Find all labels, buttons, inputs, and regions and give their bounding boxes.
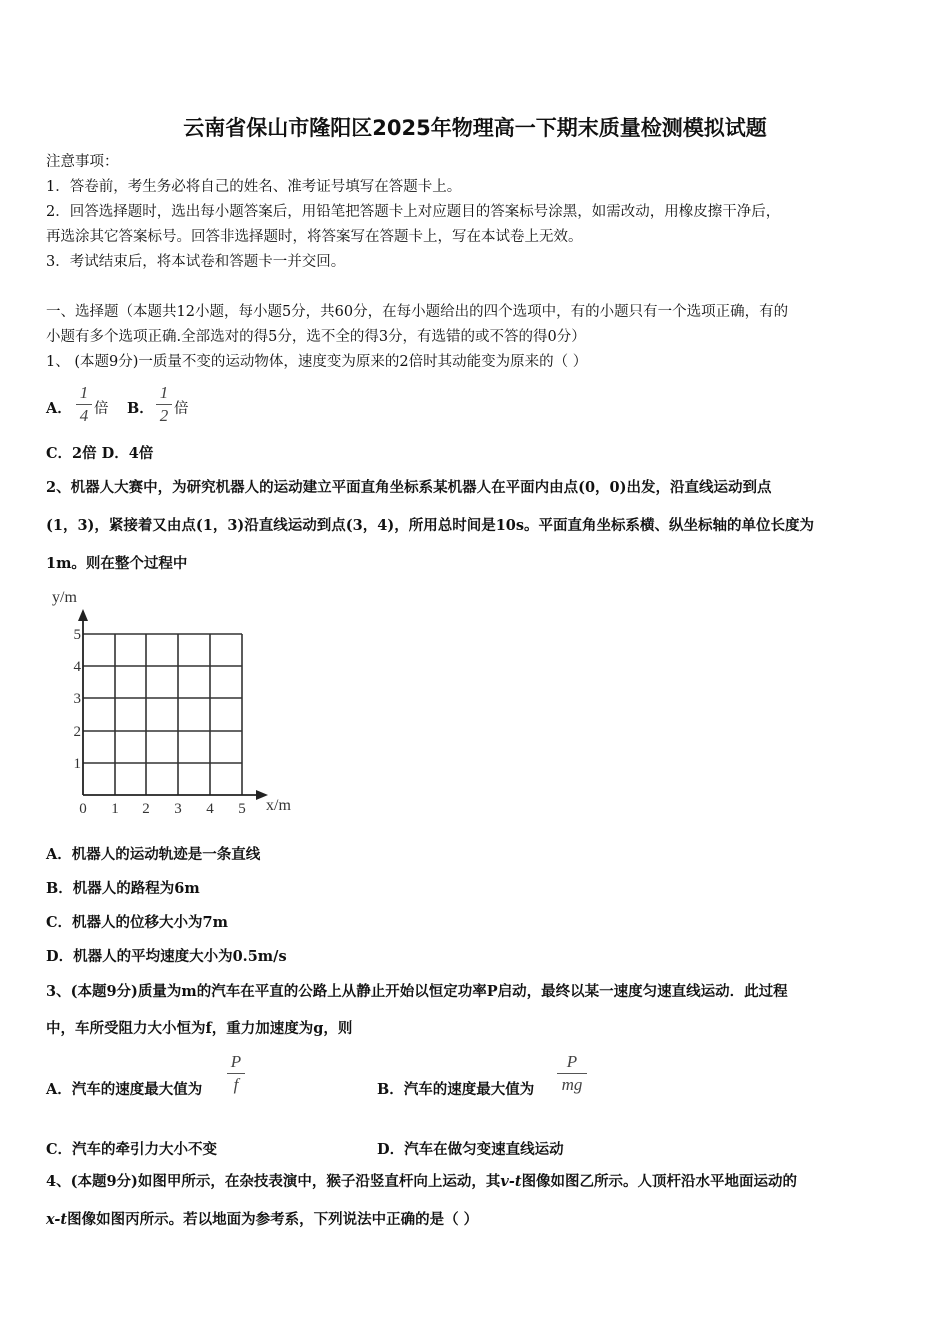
q1-options-cd: C．2倍 D．4倍 <box>46 445 154 462</box>
q1-option-b-fraction <box>156 383 172 426</box>
x-tick-3: 3 <box>174 801 182 817</box>
y-tick-3: 3 <box>73 691 81 707</box>
q2-option-c: C．机器人的位移大小为7m <box>46 914 228 931</box>
x-tick-1: 1 <box>111 801 119 817</box>
fraction-bar <box>557 1073 587 1074</box>
q4-stem-line2 <box>46 1210 478 1230</box>
q3-option-a: A．汽车的速度最大值为 <box>46 1081 203 1098</box>
q4-stem-line2-b: 图像如图丙所示。若以地面为参考系，下列说法中正确的是（ ） <box>67 1211 479 1228</box>
y-tick-1: 1 <box>73 756 81 772</box>
section-heading-line1: 一、选择题（本题共12小题，每小题5分，共60分，在每小题给出的四个选项中，有的小题只有一个选项正确，有的 <box>46 304 789 320</box>
q3-option-b: B．汽车的速度最大值为 <box>377 1081 535 1098</box>
q2-stem-line2: (1，3)，紧接着又由点(1，3)沿直线运动到点(3，4)，所用总时间是10s。平面直角坐标系横、纵坐标轴的单位长度为 <box>46 517 815 534</box>
q3-option-c: C．汽车的牵引力大小不变 <box>46 1141 218 1158</box>
q3-stem-line1: 3、(本题9分)质量为m的汽车在平直的公路上从静止开始以恒定功率P启动，最终以某一速度匀速直线运动．此过程 <box>46 983 788 1000</box>
q2-stem-line3: 1m。则在整个过程中 <box>46 555 188 572</box>
y-tick-5: 5 <box>73 627 81 643</box>
q1-stem: 1、 (本题9分)一质量不变的运动物体，速度变为原来的2倍时其动能变为原来的（ ） <box>46 354 588 370</box>
coordinate-grid-figure <box>46 585 306 820</box>
x-tick-0: 0 <box>79 801 87 817</box>
y-axis-label: y/m <box>52 589 77 606</box>
q1-option-a-denominator: 4 <box>79 406 89 425</box>
q1-option-b-label: B． <box>127 400 154 417</box>
notice-item-1: 1．答卷前，考生务必将自己的姓名、准考证号填写在答题卡上。 <box>46 179 462 195</box>
q4-vt-variable: v-t <box>500 1173 522 1190</box>
q3-stem-line2: 中，车所受阻力大小恒为f，重力加速度为g，则 <box>46 1020 353 1037</box>
q3-option-b-numerator: P <box>566 1052 578 1071</box>
fraction-bar <box>76 404 92 405</box>
fraction-bar <box>156 404 172 405</box>
notice-item-2: 2．回答选择题时，选出每小题答案后，用铅笔把答题卡上对应题目的答案标号涂黑，如需改动，用橡皮擦干净后， <box>46 204 781 220</box>
q1-option-a-numerator: 1 <box>79 383 89 402</box>
x-tick-5: 5 <box>238 801 246 817</box>
q2-stem-line1: 2、机器人大赛中，为研究机器人的运动建立平面直角坐标系某机器人在平面内由点(0，0)出发，沿直线运动到点 <box>46 479 772 496</box>
q1-option-b-suffix: 倍 <box>174 401 189 417</box>
fraction-bar <box>227 1073 245 1074</box>
q3-option-a-fraction <box>227 1052 245 1095</box>
notice-item-2-cont: 再选涂其它答案标号。回答非选择题时，将答案写在答题卡上，写在本试卷上无效。 <box>46 229 583 245</box>
q2-option-d: D．机器人的平均速度大小为0.5m/s <box>46 948 287 965</box>
x-axis-label: x/m <box>266 797 291 814</box>
grid-lines <box>83 634 242 795</box>
q3-option-b-fraction <box>557 1052 587 1095</box>
q4-xt-variable: x-t <box>46 1211 68 1228</box>
y-tick-4: 4 <box>73 659 81 675</box>
q3-option-a-numerator: P <box>230 1052 242 1071</box>
x-tick-2: 2 <box>142 801 150 817</box>
q2-option-a: A．机器人的运动轨迹是一条直线 <box>46 846 261 863</box>
q2-option-b: B．机器人的路程为6m <box>46 880 200 897</box>
q4-stem-line1 <box>46 1172 797 1192</box>
y-tick-2: 2 <box>73 724 81 740</box>
section-heading-line2: 小题有多个选项正确.全部选对的得5分，选不全的得3分，有选错的或不答的得0分） <box>46 329 586 345</box>
q1-option-b-numerator: 1 <box>159 383 169 402</box>
q3-option-b-denominator: mg <box>561 1075 583 1094</box>
y-axis-arrow <box>78 609 88 621</box>
q3-option-a-denominator: f <box>233 1075 239 1094</box>
q4-stem-line1-b: 图像如图乙所示。人顶杆沿水平地面运动的 <box>521 1173 798 1190</box>
x-tick-4: 4 <box>206 801 214 817</box>
q4-stem-line1-a: 4、(本题9分)如图甲所示，在杂技表演中，猴子沿竖直杆向上运动，其 <box>46 1173 501 1190</box>
notice-heading: 注意事项： <box>46 154 119 170</box>
q1-option-a-fraction <box>76 383 92 426</box>
q1-option-a-label: A． <box>46 400 72 417</box>
page-title: 云南省保山市隆阳区2025年物理高一下期末质量检测模拟试题 <box>183 116 767 140</box>
q1-option-b-denominator: 2 <box>159 406 169 425</box>
notice-item-3: 3．考试结束后，将本试卷和答题卡一并交回。 <box>46 254 346 270</box>
axes <box>83 613 263 795</box>
q3-option-d: D．汽车在做匀变速直线运动 <box>377 1141 564 1158</box>
q1-option-a-suffix: 倍 <box>94 401 109 417</box>
